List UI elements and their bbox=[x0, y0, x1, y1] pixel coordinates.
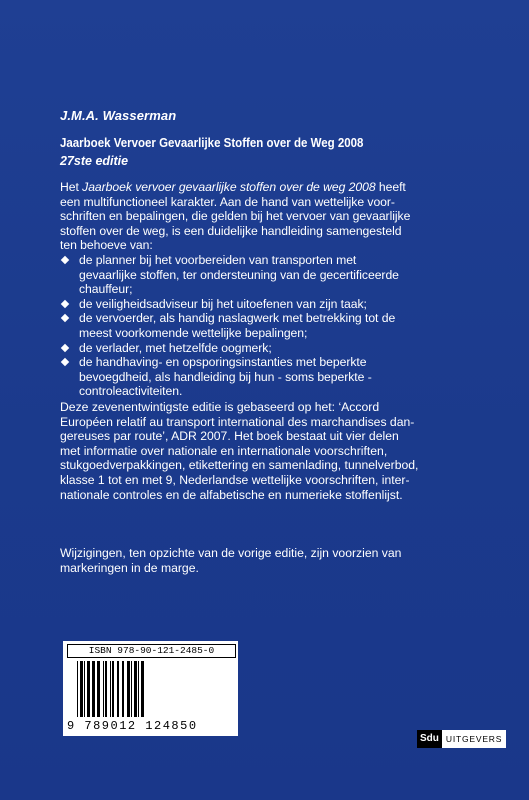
ean-number: 9 789012 124850 bbox=[67, 719, 198, 733]
barcode-bar bbox=[92, 661, 95, 717]
paragraph-line: stukgoedverpakkingen, etikettering en samenlading, tunnelverbod, bbox=[60, 458, 419, 473]
barcode-bar bbox=[105, 661, 107, 717]
barcode-bar bbox=[131, 661, 132, 717]
list-item-line: de planner bij het voorbereiden van transporten met bbox=[79, 252, 357, 267]
diamond-bullet-icon bbox=[61, 344, 69, 352]
intro-line: een multifunctioneel karakter. Aan de hand van wettelijke voor- bbox=[60, 194, 395, 209]
list-item-line: controleactiviteiten. bbox=[79, 384, 183, 399]
barcode-bar bbox=[112, 661, 114, 717]
publisher-mark: Sdu bbox=[417, 730, 442, 748]
paragraph-line: Deze zevenentwintigste editie is gebaseerd op het: ‘Accord bbox=[60, 400, 380, 414]
list-item-line: chauffeur; bbox=[79, 282, 133, 297]
paragraph-line: gereuses par route’, ADR 2007. Het boek bestaat uit vier delen bbox=[60, 429, 399, 444]
diamond-bullet-icon bbox=[61, 256, 69, 264]
barcode-bar bbox=[87, 661, 90, 717]
intro-line: ten behoeve van: bbox=[60, 238, 153, 253]
edition-paragraph bbox=[60, 400, 480, 502]
paragraph-line: met informatie over nationale en internationale voorschriften, bbox=[60, 443, 388, 458]
barcode-bar bbox=[103, 661, 104, 717]
list-item-line: bevoegdheid, als handleiding bij hun - soms beperkte - bbox=[79, 369, 372, 384]
barcode-bar bbox=[141, 661, 144, 717]
list-item bbox=[60, 311, 480, 340]
audience-list bbox=[60, 253, 480, 399]
description bbox=[60, 180, 480, 399]
changes-paragraph bbox=[60, 546, 480, 575]
author-name: J.M.A. Wasserman bbox=[60, 108, 177, 123]
publisher-word: UITGEVERS bbox=[445, 734, 503, 744]
barcode-bars bbox=[77, 661, 229, 721]
edition-label: 27ste editie bbox=[60, 154, 129, 168]
paragraph-line: klasse 1 tot en met 9, Nederlandse wettelijke voorschriften, inter- bbox=[60, 472, 410, 487]
barcode-bar bbox=[77, 661, 78, 717]
list-item-line: de veiligheidsadviseur bij het uitoefenen van zijn taak; bbox=[79, 296, 367, 311]
intro-line: schriften en bepalingen, die gelden bij het vervoer van gevaarlijke bbox=[60, 209, 411, 224]
list-item-line: de handhaving- en opsporingsinstanties met beperkte bbox=[79, 355, 367, 370]
book-title: Jaarboek Vervoer Gevaarlijke Stoffen over de Weg 2008 bbox=[60, 136, 364, 150]
paragraph-line: markeringen in de marge. bbox=[60, 560, 199, 575]
list-item-line: de verlader, met hetzelfde oogmerk; bbox=[79, 340, 272, 355]
barcode-bar bbox=[122, 661, 124, 717]
barcode-bar bbox=[117, 661, 119, 717]
publisher-logo bbox=[417, 730, 506, 748]
barcode-bar bbox=[110, 661, 111, 717]
intro-tail: heeft bbox=[375, 180, 406, 194]
barcode-bar bbox=[84, 661, 85, 717]
barcode-bar bbox=[97, 661, 100, 717]
list-item-line: meest voorkomende wettelijke bepalingen; bbox=[79, 325, 308, 340]
list-item-line: de vervoerder, als handig naslagwerk met betrekking tot de bbox=[79, 311, 396, 326]
isbn-text: ISBN 978-90-121-2485-0 bbox=[67, 644, 236, 658]
diamond-bullet-icon bbox=[61, 300, 69, 308]
intro-lead: Het bbox=[60, 180, 83, 194]
intro-first-line bbox=[60, 180, 406, 194]
intro-paragraph bbox=[60, 180, 480, 253]
paragraph-line: nationale controles en de alfabetische en numerieke stoffenlijst. bbox=[60, 487, 403, 502]
barcode-bar bbox=[138, 661, 139, 717]
diamond-bullet-icon bbox=[61, 314, 69, 322]
intro-book-title: Jaarboek vervoer gevaarlijke stoffen over de weg 2008 bbox=[82, 180, 376, 194]
barcode-label bbox=[63, 641, 238, 736]
paragraph-line: Wijzigingen, ten opzichte van de vorige editie, zijn voorzien van bbox=[60, 546, 402, 560]
list-item bbox=[60, 253, 480, 297]
list-item bbox=[60, 341, 480, 356]
intro-line: stoffen over de weg, is een duidelijke handleiding samengesteld bbox=[60, 223, 402, 238]
list-item-line: gevaarlijke stoffen, ter ondersteuning van de gecertificeerde bbox=[79, 267, 399, 282]
list-item bbox=[60, 355, 480, 399]
barcode-bar bbox=[134, 661, 137, 717]
list-item bbox=[60, 297, 480, 312]
barcode-bar bbox=[80, 661, 83, 717]
diamond-bullet-icon bbox=[61, 358, 69, 366]
barcode-bar bbox=[127, 661, 130, 717]
paragraph-line: Européen relatif au transport international des marchandises dan- bbox=[60, 414, 415, 429]
